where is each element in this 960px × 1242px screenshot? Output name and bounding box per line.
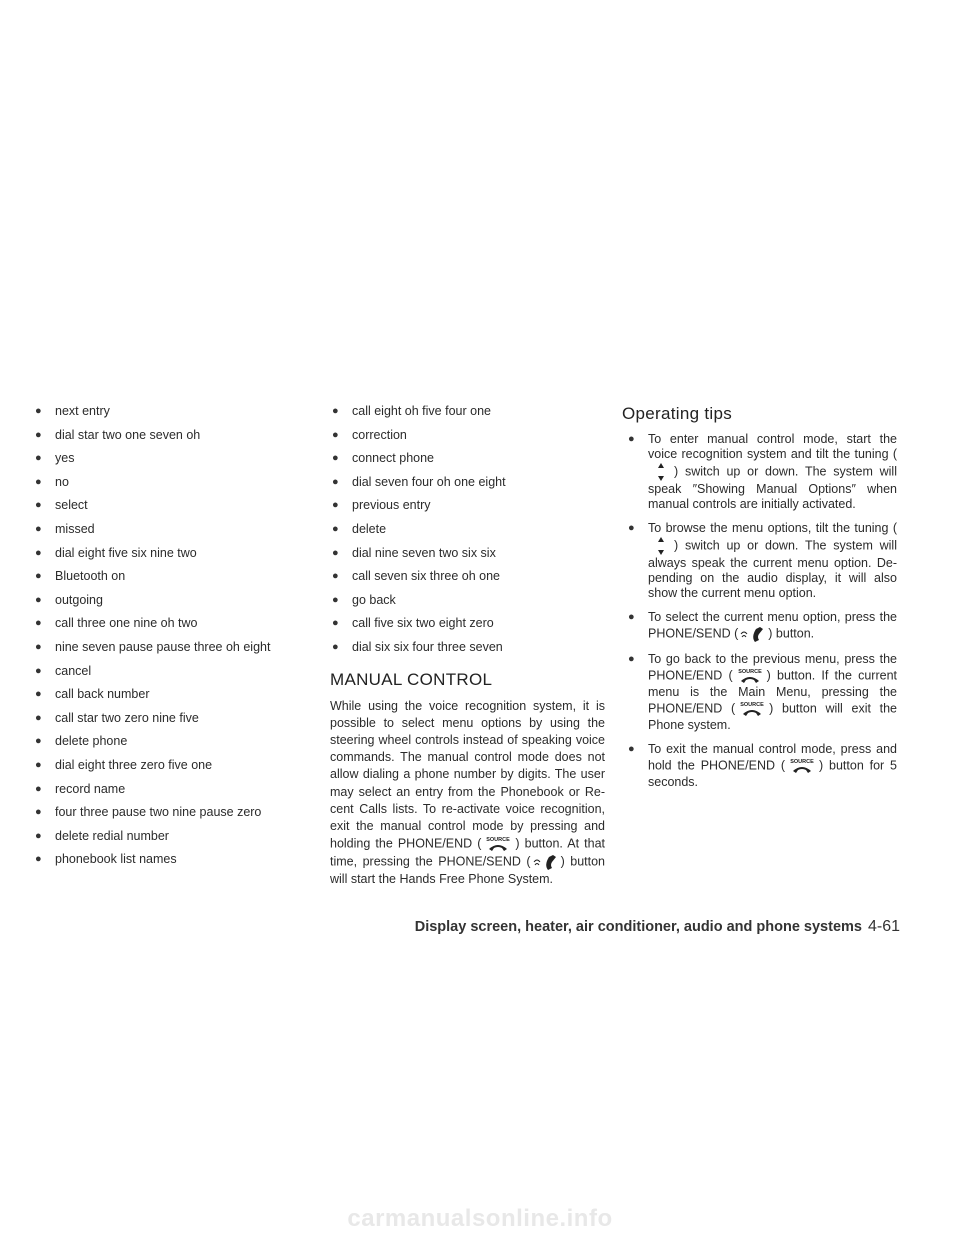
list-item: ● cancel (33, 664, 313, 688)
tuning-switch-icon (648, 462, 674, 482)
list-item: ● call star two zero nine five (33, 711, 313, 735)
operating-tips-list (622, 432, 897, 790)
list-item: ● phonebook list names (33, 852, 313, 876)
phone-end-icon (735, 700, 769, 718)
list-item: ● dial eight five six nine two (33, 546, 313, 570)
watermark: carmanualsonline.info (347, 1205, 613, 1232)
right-column (622, 404, 897, 799)
tip-select-option: ● To select the current menu option, press the PHONE/SEND ( ) button. (622, 610, 897, 643)
list-item: ● next entry (33, 404, 313, 428)
list-item: ● four three pause two nine pause zero (33, 805, 313, 829)
voice-command-list-2 (330, 404, 605, 664)
page-number: 4-61 (867, 918, 900, 935)
tip-go-back: ● To go back to the previous menu, press the PHONE/END ( SOURCE ) button. If the current menu is the Main Menu, pressing the PHONE/END ( SOURCE ) button will exit the Phone system. (622, 652, 897, 733)
manual-control-heading: MANUAL CONTROL (330, 669, 493, 689)
list-item: ● record name (33, 782, 313, 806)
list-item: ● delete (330, 522, 605, 546)
list-item: ● delete phone (33, 734, 313, 758)
list-item: ● call seven six three oh one (330, 569, 605, 593)
svg-text:SOURCE: SOURCE (740, 702, 764, 708)
list-item: ● missed (33, 522, 313, 546)
list-item: ● delete redial number (33, 829, 313, 853)
list-item: ● nine seven pause pause three oh eight (33, 640, 313, 664)
svg-text:SOURCE: SOURCE (790, 759, 814, 765)
svg-text:SOURCE: SOURCE (486, 837, 511, 844)
list-item: ● Bluetooth on (33, 569, 313, 593)
phone-end-icon (481, 835, 515, 853)
left-column (33, 404, 313, 876)
tuning-switch-icon (648, 536, 674, 556)
list-item: ● go back (330, 593, 605, 617)
list-item: ● call eight oh five four one (330, 404, 605, 428)
list-item: ● call five six two eight zero (330, 616, 605, 640)
operating-tips-heading: Operating tips (622, 404, 733, 423)
tip-exit-manual-mode: ● To exit the manual control mode, press and hold the PHONE/END ( SOURCE ) button for 5 seconds. (622, 742, 897, 790)
list-item: ● no (33, 475, 313, 499)
list-item: ● previous entry (330, 498, 605, 522)
list-item: ● dial eight three zero five one (33, 758, 313, 782)
list-item: ● call three one nine oh two (33, 616, 313, 640)
list-item: ● outgoing (33, 593, 313, 617)
phone-end-icon (733, 667, 767, 685)
phone-send-icon (738, 625, 768, 643)
chapter-title: Display screen, heater, air conditioner, audio and phone systems (414, 919, 862, 935)
svg-text:SOURCE: SOURCE (737, 669, 762, 675)
list-item: ● dial six six four three seven (330, 640, 605, 664)
tip-enter-manual-mode: ● To enter manual control mode, start the voice recognition system and tilt the tuning ( ) switch up or down. The system will speak ″Showing Manual Options″ when manual controls are initially activated. (622, 432, 897, 512)
voice-command-list-1 (33, 404, 313, 876)
list-item: ● correction (330, 428, 605, 452)
page-footer (395, 918, 900, 936)
list-item: ● dial nine seven two six six (330, 546, 605, 570)
list-item: ● connect phone (330, 451, 605, 475)
list-item: ● dial star two one seven oh (33, 428, 313, 452)
tip-browse-menu: ● To browse the menu options, tilt the tuning ( ) switch up or down. The system will always speak the current menu option. De-pending on the audio display, it will also show the current menu option. (622, 521, 897, 601)
middle-column (330, 404, 605, 888)
list-item: ● yes (33, 451, 313, 475)
list-item: ● dial seven four oh one eight (330, 475, 605, 499)
phone-end-icon (785, 757, 819, 775)
phone-send-icon (531, 853, 561, 871)
list-item: ● call back number (33, 687, 313, 711)
list-item: ● select (33, 498, 313, 522)
manual-control-paragraph: While using the voice recognition system, it is possible to select menu options by using the steering wheel controls instead of speaking voice commands. The manual control mode does not allow dialing a phone number by digits. The user may select an entry from the Phonebook or Re-cent Calls lists. To re-activate voice recognition, exit the manual control mode by pressing and holding the PHONE/END ( SOURCE ) button. At that time, pressing the PHONE/SEND ( ) button will start the Hands Free Phone System. (330, 698, 606, 887)
